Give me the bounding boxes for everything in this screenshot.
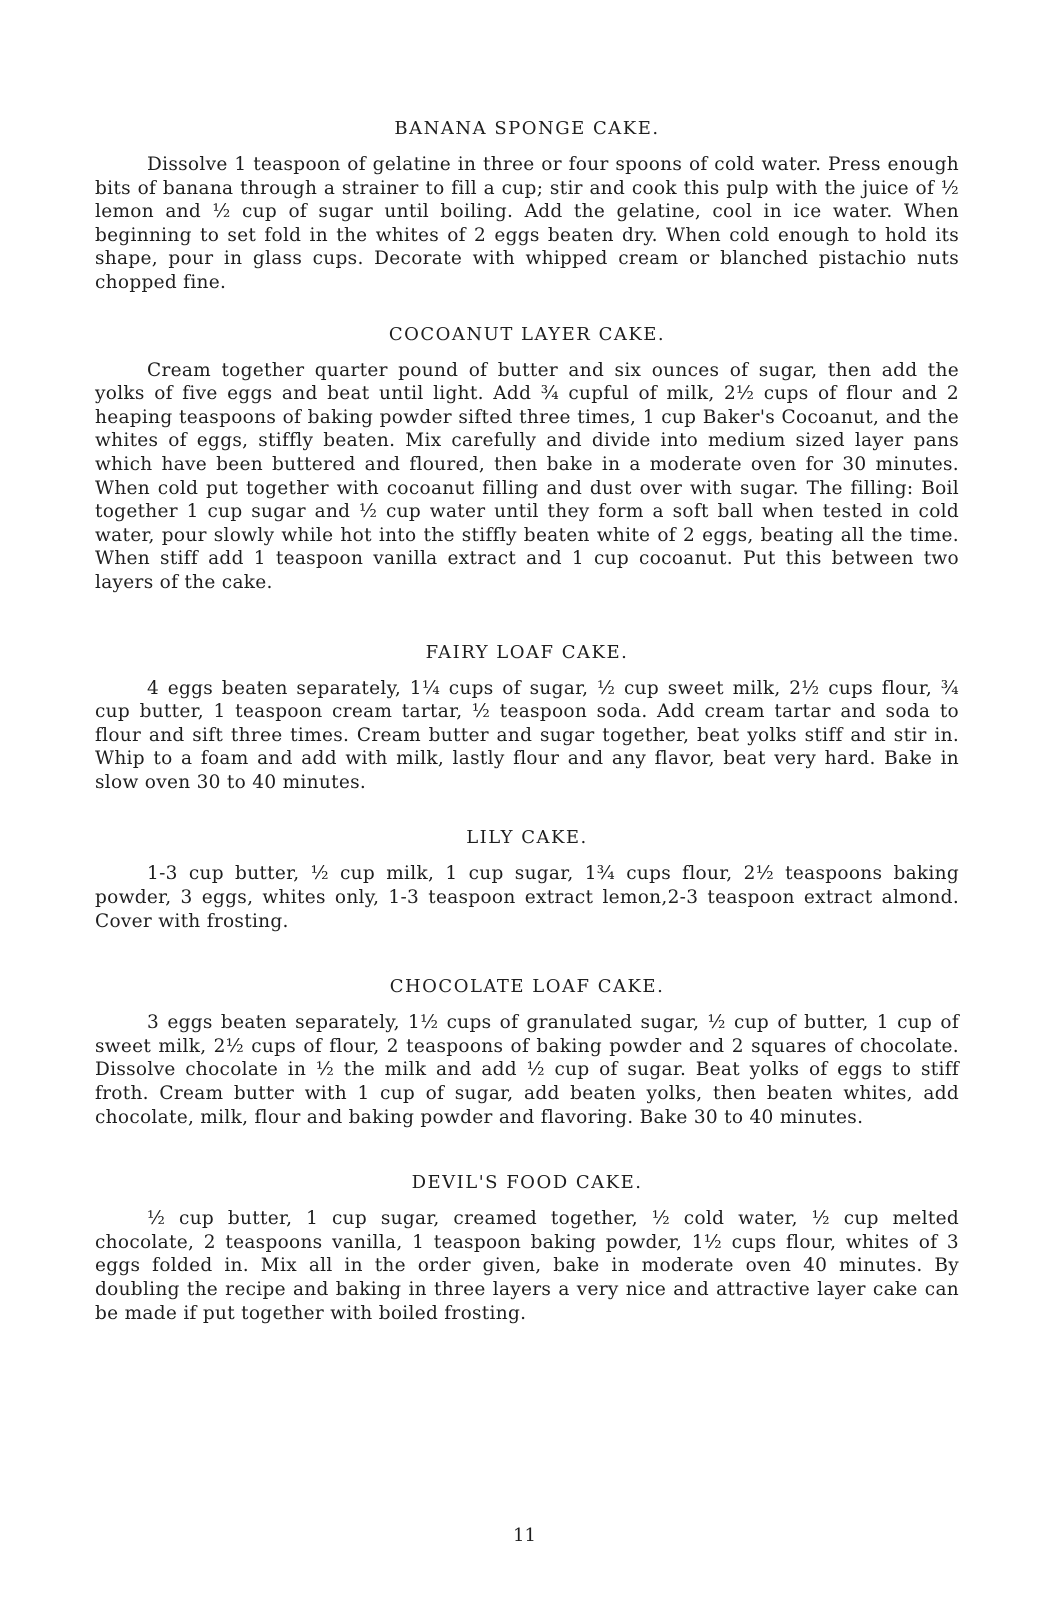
recipe-title: BANANA SPONGE CAKE.: [394, 118, 660, 139]
recipe-body: 1-3 cup butter, ½ cup milk, 1 cup sugar, 1¾ cups flour, 2½ teaspoons baking powder, 3 eggs, whites only, 1-3 teaspoon extract lemon,2-3 teaspoon extract almond. Cover with frosting.: [95, 863, 959, 932]
recipe-title: FAIRY LOAF CAKE.: [425, 641, 629, 663]
recipe-body: ½ cup butter, 1 cup sugar, creamed together, ½ cold water, ½ cup melted chocolate, 2 teaspoons vanilla, 1 teaspoon baking powder, 1½ cups flour, whites of 3 eggs folded in. Mix all in the order given, bake in moderate oven 40 minutes. By doubling the recipe and baking in three layers a very nice and attractive layer cake can be made if put together with boiled frosting.: [95, 1208, 959, 1324]
recipe-title: COCOANUT LAYER CAKE.: [388, 323, 666, 345]
recipe-fairy-loaf-cake: [95, 641, 959, 795]
recipe-title: CHOCOLATE LOAF CAKE.: [389, 976, 665, 998]
cookbook-page: [95, 117, 959, 1325]
page-number: 11: [513, 1525, 536, 1546]
recipe-devils-food-cake: [95, 1171, 959, 1325]
recipe-cocoanut-layer-cake: [95, 323, 959, 595]
recipe-chocolate-loaf-cake: [95, 975, 959, 1129]
recipe-body: Cream together quarter pound of butter and six ounces of sugar, then add the yolks of five eggs and beat until light. Add ¾ cupful of milk, 2½ cups of flour and 2 heaping teaspoons of baking powder sifted three times, 1 cup Baker's Cocoanut, and the whites of eggs, stiffly beaten. Mix carefully and divide into medium sized layer pans which have been buttered and floured, then bake in a moderate oven for 30 minutes. When cold put together with cocoanut filling and dust over with sugar. The filling: Boil together 1 cup sugar and ½ cup water until they form a soft ball when tested in cold water, pour slowly while hot into the stiffly beaten white of 2 eggs, beating all the time. When stiff add 1 teaspoon vanilla extract and 1 cup cocoanut. Put this between two layers of the cake.: [95, 359, 959, 593]
recipe-body: 4 eggs beaten separately, 1¼ cups of sugar, ½ cup sweet milk, 2½ cups flour, ¾ cup butter, 1 teaspoon cream tartar, ½ teaspoon soda. Add cream tartar and soda to flour and sift three times. Cream butter and sugar together, beat yolks stiff and stir in. Whip to a foam and add with milk, lastly flour and any flavor, beat very hard. Bake in slow oven 30 to 40 minutes.: [95, 677, 959, 793]
recipe-body: 3 eggs beaten separately, 1½ cups of granulated sugar, ½ cup of butter, 1 cup of sweet milk, 2½ cups of flour, 2 teaspoons of baking powder and 2 squares of chocolate. Dissolve chocolate in ½ the milk and add ½ cup of sugar. Beat yolks of eggs to stiff froth. Cream butter with 1 cup of sugar, add beaten yolks, then beaten whites, add chocolate, milk, flour and baking powder and flavoring. Bake 30 to 40 minutes.: [95, 1012, 959, 1128]
recipe-banana-sponge-cake: [95, 117, 959, 295]
recipe-title: LILY CAKE.: [466, 827, 588, 849]
recipe-body: Dissolve 1 teaspoon of gelatine in three or four spoons of cold water. Press enough bits of banana through a strainer to fill a cup; stir and cook this pulp with the juice of ½ lemon and ½ cup of sugar until boiling. Add the gelatine, cool in ice water. When beginning to set fold in the whites of 2 eggs beaten dry. When cold enough to hold its shape, pour in glass cups. Decorate with whipped cream or blanched pistachio nuts chopped fine.: [95, 154, 959, 293]
recipe-lily-cake: [95, 826, 959, 933]
recipe-title: DEVIL'S FOOD CAKE.: [411, 1172, 643, 1194]
